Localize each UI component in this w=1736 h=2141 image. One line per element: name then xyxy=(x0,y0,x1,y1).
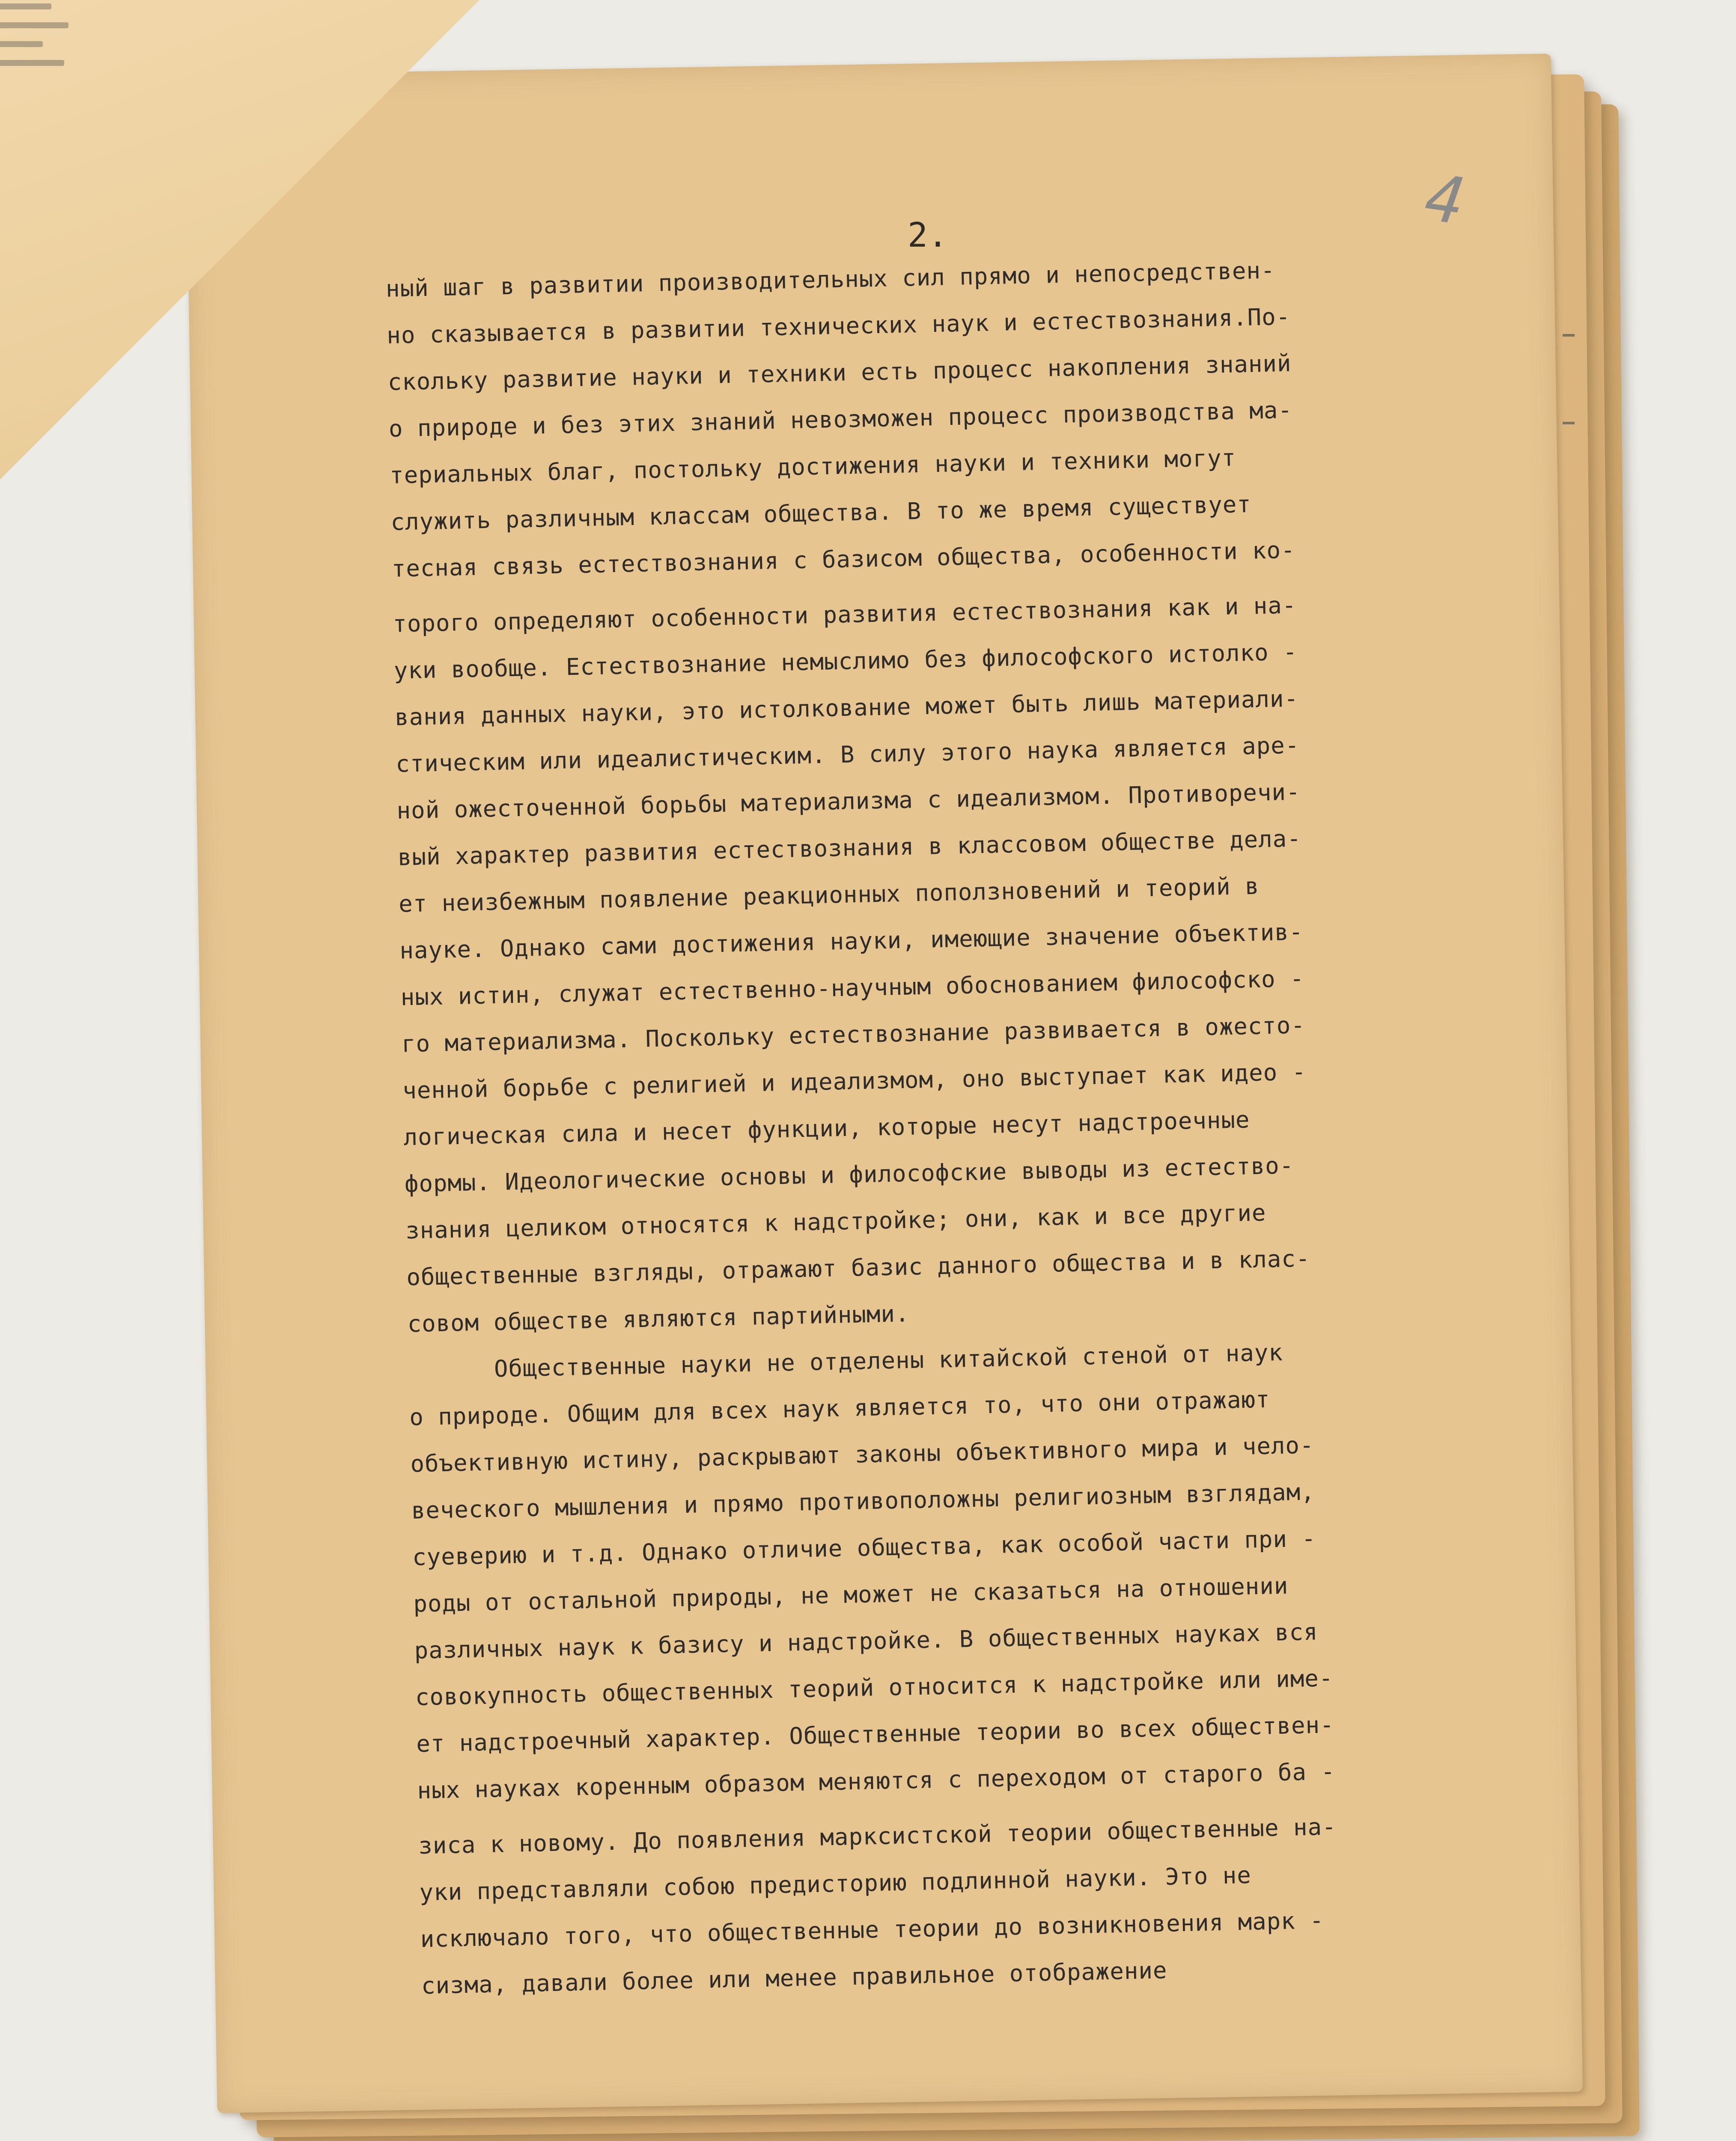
text-line: о природе и без этих знаний невозможен процесс производства ма- xyxy=(388,396,1293,442)
text-line: ет надстроечный характер. Общественные теории во всех обществен- xyxy=(416,1711,1335,1758)
text-line: ет неизбежным появление реакционных поползновений и теорий в xyxy=(398,872,1260,918)
text-line: вый характер развития естествознания в классовом обществе дела- xyxy=(397,825,1302,871)
text-line: о природе. Общим для всех наук является то, что они отражают xyxy=(409,1386,1271,1431)
text-line: суеверию и т.д. Однако отличие общества, как особой части при - xyxy=(412,1525,1316,1571)
corner-typing-fragment xyxy=(0,0,90,150)
handwritten-folio-number: 4 xyxy=(1420,160,1469,240)
text-line: науке. Однако сами достижения науки, имеющие значение объектив- xyxy=(399,918,1304,964)
page-number: 2. xyxy=(908,216,948,255)
text-line: знания целиком относятся к надстройке; они, как и все другие xyxy=(405,1199,1267,1244)
text-line: веческого мышления и прямо противоположны религиозным взглядам, xyxy=(411,1478,1316,1524)
text-line: вания данных науки, это истолкование может быть лишь материали- xyxy=(394,685,1299,731)
text-line: уки представляли собою предисторию подлинной науки. Это не xyxy=(419,1861,1252,1906)
text-line: формы. Идеологические основы и философские выводы из естество- xyxy=(404,1152,1294,1198)
edge-mark xyxy=(1563,422,1575,424)
text-line: совом обществе являются партийными. xyxy=(407,1300,910,1338)
text-line: но сказывается в развитии технических наук и естествознания.По- xyxy=(386,303,1291,349)
text-line: ных науках коренным образом меняются с переходом от старого ба - xyxy=(417,1758,1336,1804)
text-line: Общественные науки не отделены китайской стеной от наук xyxy=(494,1339,1283,1383)
text-line: служить различным классам общества. В то же время существует xyxy=(390,490,1252,536)
text-line: общественные взгляды, отражают базис данного общества и в клас- xyxy=(406,1245,1310,1291)
text-line: различных наук к базису и надстройке. В общественных науках вся xyxy=(414,1618,1319,1664)
text-line: уки вообще. Естествознание немыслимо без философского истолко - xyxy=(393,638,1298,684)
text-line: исключало того, что общественные теории до возникновения марк - xyxy=(420,1906,1325,1953)
text-line: торого определяют особенности развития естествознания как и на- xyxy=(392,591,1297,638)
text-line: зиса к новому. До появления марксистской теории общественные на- xyxy=(418,1813,1337,1860)
text-line: сизма, давали более или менее правильное отображение xyxy=(421,1956,1167,2000)
text-line: совокупность общественных теорий относится к надстройке или име- xyxy=(415,1664,1334,1711)
text-line: логическая сила и несет функции, которые несут надстроечные xyxy=(403,1106,1251,1151)
text-line: ченной борьбе с религией и идеализмом, оно выступает как идео - xyxy=(402,1058,1307,1104)
text-line: териальных благ, постольку достижения науки и техники могут xyxy=(389,444,1236,489)
text-line: роды от остальной природы, не может не сказаться на отношении xyxy=(413,1572,1289,1618)
text-line: тесная связь естествознания с базисом общества, особенности ко- xyxy=(391,536,1296,582)
text-line: ный шаг в развитии производительных сил прямо и непосредствен- xyxy=(385,256,1276,302)
text-line: го материализма. Поскольку естествознание развивается в ожесто- xyxy=(401,1011,1306,1058)
text-line: ных истин, служат естественно-научным обоснованием философско - xyxy=(400,965,1305,1011)
edge-mark xyxy=(1563,334,1575,337)
text-line: объективную истину, раскрывают законы объективного мира и чело- xyxy=(410,1431,1315,1478)
text-line: стическим или идеалистическим. В силу этого наука является аре- xyxy=(395,731,1300,778)
text-line: скольку развитие науки и техники есть процесс накопления знаний xyxy=(387,349,1292,396)
text-line: ной ожесточенной борьбы материализма с идеализмом. Противоречи- xyxy=(396,778,1301,824)
typed-text-block xyxy=(385,242,1560,2009)
